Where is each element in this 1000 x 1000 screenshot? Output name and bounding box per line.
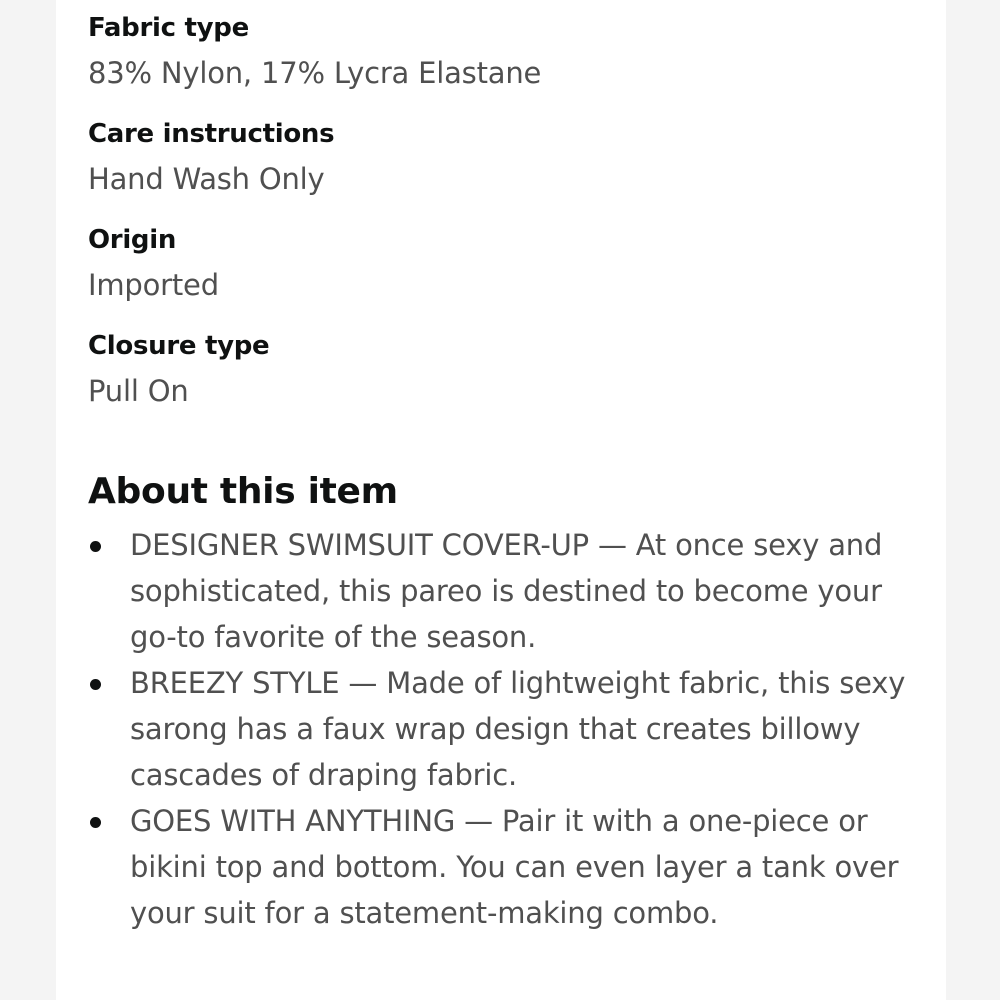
- list-item: [88, 522, 918, 660]
- product-details-panel: [56, 0, 946, 1000]
- detail-label: Fabric type: [88, 13, 249, 43]
- bullet-dot-icon: [90, 817, 101, 828]
- about-this-item-heading: About this item: [88, 471, 398, 512]
- bullet-dot-icon: [90, 679, 101, 690]
- detail-value: Imported: [88, 268, 219, 302]
- detail-label: Care instructions: [88, 119, 335, 149]
- bullet-text: BREEZY STYLE — Made of lightweight fabric, this sexy sarong has a faux wrap design that creates billowy cascades of draping fabric.: [130, 666, 906, 792]
- bullet-text: GOES WITH ANYTHING — Pair it with a one-piece or bikini top and bottom. You can even layer a tank over your suit for a statement-making combo.: [130, 804, 899, 930]
- detail-label: Origin: [88, 225, 177, 255]
- bullet-dot-icon: [90, 541, 101, 552]
- detail-value: Hand Wash Only: [88, 162, 325, 196]
- list-item: [88, 660, 918, 798]
- bullet-text: DESIGNER SWIMSUIT COVER-UP — At once sexy and sophisticated, this pareo is destined to become your go-to favorite of the season.: [130, 528, 883, 654]
- detail-value: 83% Nylon, 17% Lycra Elastane: [88, 56, 542, 90]
- detail-value: Pull On: [88, 374, 189, 408]
- list-item: [88, 798, 918, 936]
- detail-closure-type: [88, 326, 918, 416]
- about-bullet-list: [88, 522, 918, 936]
- detail-origin: [88, 220, 918, 310]
- detail-label: Closure type: [88, 331, 270, 361]
- product-details-content: [88, 8, 918, 936]
- detail-fabric-type: [88, 8, 918, 98]
- detail-care-instructions: [88, 114, 918, 204]
